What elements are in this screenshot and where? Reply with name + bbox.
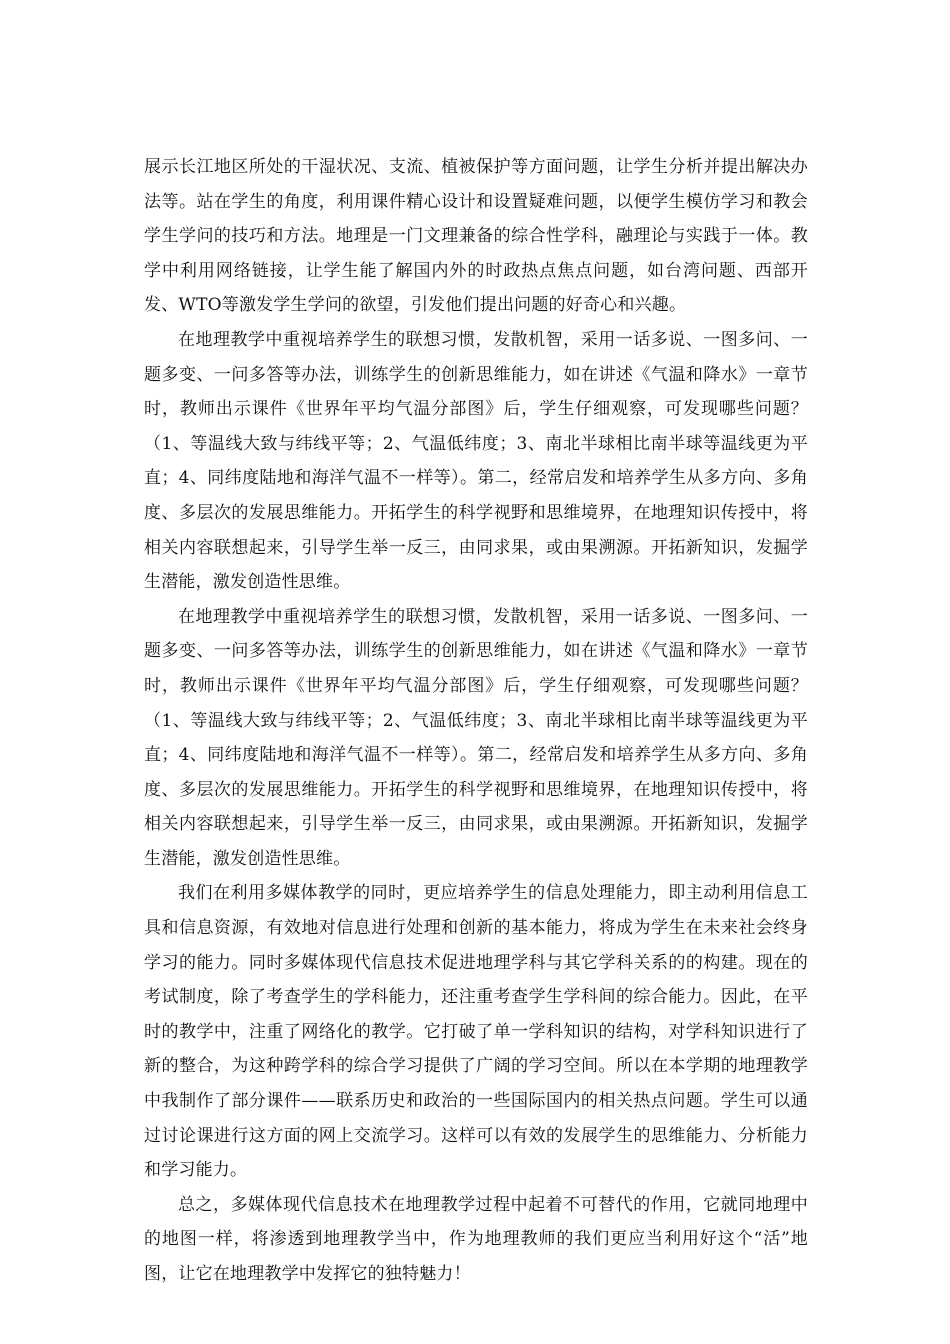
paragraph-3: 在地理教学中重视培养学生的联想习惯，发散机智，采用一话多说、一图多问、一题多变、一问多答等办法，训练学生的创新思维能力，如在讲述《气温和降水》一章节时，教师出示课件《世界年平均气温分部图》后，学生仔细观察，可发现哪些问题？（1、等温线大致与纬线平等；2、气温低纬度；3、南北半球相比南半球等温线更为平直；4、同纬度陆地和海洋气温不一样等）。第二，经常启发和培养学生从多方向、多角度、多层次的发展思维能力。开拓学生的科学视野和思维境界，在地理知识传授中，将相关内容联想起来，引导学生举一反三，由同求果，或由果溯源。开拓新知识，发掘学生潜能，激发创造性思维。 — [144, 606, 808, 869]
paragraph-1: 展示长江地区所处的干湿状况、支流、植被保护等方面问题，让学生分析并提出解决办法等。站在学生的角度，利用课件精心设计和设置疑难问题，以便学生模仿学习和教会学生学问的技巧和方法。地理是一门文理兼备的综合性学科，融理论与实践于一体。教学中利用网络链接，让学生能了解国内外的时政热点焦点问题，如台湾问题、西部开发、WTO等激发学生学问的欲望，引发他们提出问题的好奇心和兴趣。 — [144, 157, 808, 316]
paragraph-2: 在地理教学中重视培养学生的联想习惯，发散机智，采用一话多说、一图多问、一题多变、一问多答等办法，训练学生的创新思维能力，如在讲述《气温和降水》一章节时，教师出示课件《世界年平均气温分部图》后，学生仔细观察，可发现哪些问题？（1、等温线大致与纬线平等；2、气温低纬度；3、南北半球相比南半球等温线更为平直；4、同纬度陆地和海洋气温不一样等）。第二，经常启发和培养学生从多方向、多角度、多层次的发展思维能力。开拓学生的科学视野和思维境界，在地理知识传授中，将相关内容联想起来，引导学生举一反三，由同求果，或由果溯源。开拓新知识，发掘学生潜能，激发创造性思维。 — [144, 329, 808, 593]
paragraph-5: 总之，多媒体现代信息技术在地理教学过程中起着不可替代的作用，它就同地理中的地图一样，将渗透到地理教学当中，作为地理教师的我们更应当利用好这个“活”地图，让它在地理教学中发挥它的独特魅力！ — [144, 1194, 808, 1284]
document-page — [144, 150, 808, 1292]
paragraph-4: 我们在利用多媒体教学的同时，更应培养学生的信息处理能力，即主动利用信息工具和信息资源，有效地对信息进行处理和创新的基本能力，将成为学生在未来社会终身学习的能力。同时多媒体现代信息技术促进地理学科与其它学科关系的的构建。现在的考试制度，除了考查学生的学科能力，还注重考查学生学科间的综合能力。因此，在平时的教学中，注重了网络化的教学。它打破了单一学科知识的结构，对学科知识进行了新的整合，为这种跨学科的综合学习提供了广阔的学习空间。所以在本学期的地理教学中我制作了部分课件——联系历史和政治的一些国际国内的相关热点问题。学生可以通过讨论课进行这方面的网上交流学习。这样可以有效的发展学生的思维能力、分析能力和学习能力。 — [144, 883, 808, 1181]
